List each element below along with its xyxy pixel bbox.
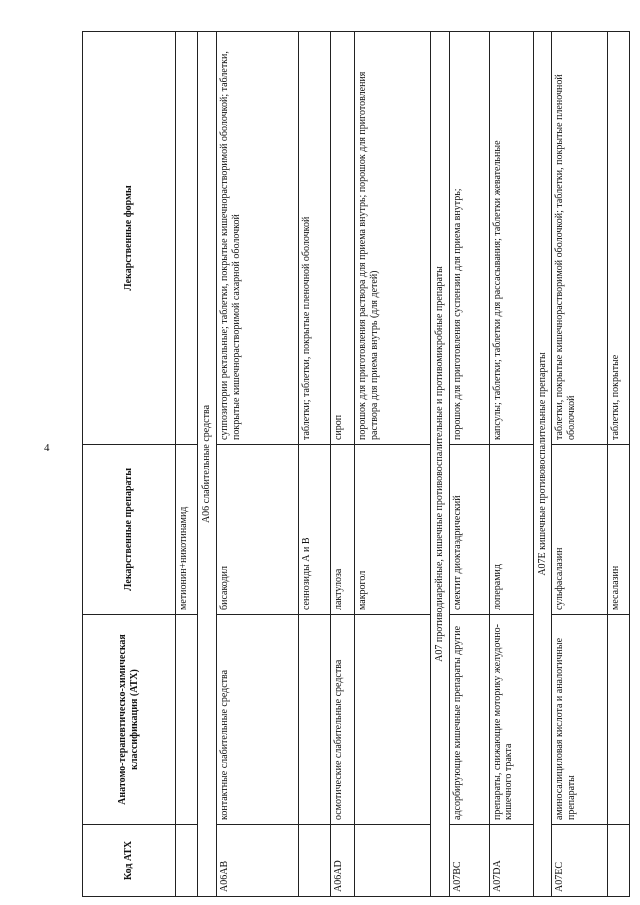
section-row bbox=[430, 32, 449, 897]
header-code: Код АТХ bbox=[83, 825, 176, 897]
drug-cell: макрогол bbox=[354, 445, 430, 615]
header-drugs: Лекарственные препараты bbox=[83, 445, 176, 615]
drug-cell: лоперамид bbox=[489, 445, 533, 615]
code-cell: А07ЕС bbox=[552, 825, 608, 897]
drug-cell: лактулоза bbox=[330, 445, 354, 615]
form-cell: капсулы; таблетки; таблетки для рассасывания; таблетки жевательные bbox=[489, 32, 533, 445]
atc-cell: адсорбирующие кишечные препараты другие bbox=[449, 615, 489, 825]
drug-cell: метионин+никотинамид bbox=[176, 445, 198, 615]
drug-cell: сульфасалазин bbox=[552, 445, 608, 615]
drug-cell: бисакодил bbox=[216, 445, 298, 615]
code-cell: А06AD bbox=[330, 825, 354, 897]
table-row bbox=[330, 32, 354, 897]
drug-table bbox=[82, 31, 630, 897]
form-cell: порошок для приготовления суспензии для приема внутрь; bbox=[449, 32, 489, 445]
table-row bbox=[552, 32, 608, 897]
table-header-row bbox=[83, 32, 176, 897]
drug-cell: смектит диоктаэдрический bbox=[449, 445, 489, 615]
form-cell: таблетки, покрытые кишечнорастворимой оболочкой; таблетки, покрытые пленочной оболочкой bbox=[552, 32, 608, 445]
section-row bbox=[533, 32, 552, 897]
atc-cell: препараты, снижающие моторику желудочно-кишечного тракта bbox=[489, 615, 533, 825]
form-cell: сироп bbox=[330, 32, 354, 445]
atc-cell: контактные слабительные средства bbox=[216, 615, 298, 825]
atc-cell: аминосалициловая кислота и аналогичные препараты bbox=[552, 615, 608, 825]
code-cell: А07ВС bbox=[449, 825, 489, 897]
code-cell: А07DA bbox=[489, 825, 533, 897]
header-atc: Анатомо-терапевтическо-химическая классификация (АТХ) bbox=[83, 615, 176, 825]
form-cell: таблетки, покрытые bbox=[608, 32, 630, 445]
section-title: А07 противодиарейные, кишечные противовоспалительные и противомикробные препараты bbox=[430, 32, 449, 897]
drug-cell: сеннозиды А и В bbox=[298, 445, 330, 615]
form-cell: порошок для приготовления раствора для приема внутрь; порошок для приготовления раствора для приема внутрь (для детей) bbox=[354, 32, 430, 445]
table-row bbox=[489, 32, 533, 897]
drug-cell: месалазин bbox=[608, 445, 630, 615]
table-row bbox=[449, 32, 489, 897]
page-number: 4 bbox=[44, 442, 50, 454]
table-row bbox=[298, 32, 330, 897]
code-cell: А06АВ bbox=[216, 825, 298, 897]
rotated-page-content bbox=[82, 31, 622, 897]
section-title: А07Е кишечные противовоспалительные препараты bbox=[533, 32, 552, 897]
section-title: А06 слабительные средства bbox=[198, 32, 217, 897]
table-row bbox=[354, 32, 430, 897]
table-row bbox=[608, 32, 630, 897]
form-cell: суппозитории ректальные; таблетки, покрытые кишечнорастворимой оболочкой; таблетки, покрытые кишечнорастворимой сахарной оболочкой bbox=[216, 32, 298, 445]
form-cell: таблетки; таблетки, покрытые пленочной оболочкой bbox=[298, 32, 330, 445]
table-row bbox=[216, 32, 298, 897]
section-row bbox=[198, 32, 217, 897]
atc-cell: осмотические слабительные средства bbox=[330, 615, 354, 825]
header-forms: Лекарственные формы bbox=[83, 32, 176, 445]
table-row bbox=[176, 32, 198, 897]
